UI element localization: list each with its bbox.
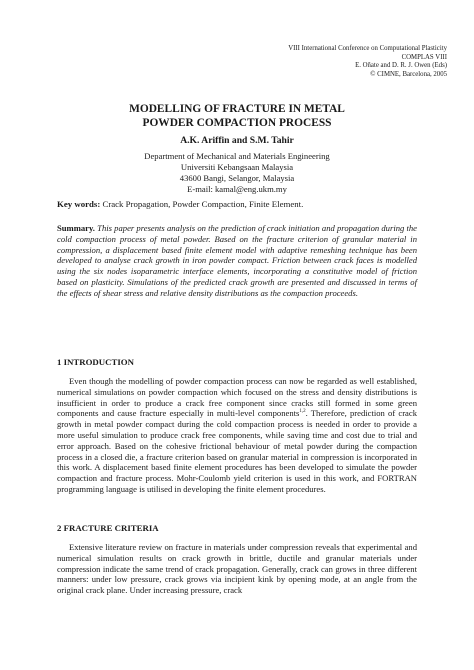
summary-label: Summary. — [57, 223, 95, 233]
conference-copyright: © CIMNE, Barcelona, 2005 — [370, 70, 447, 78]
summary — [57, 223, 417, 299]
affiliation-email: E-mail: kamal@eng.ukm.my — [187, 184, 287, 194]
keywords-text: Crack Propagation, Powder Compaction, Finite Element. — [100, 199, 304, 209]
keywords-label: Key words: — [57, 199, 101, 209]
affiliation — [0, 151, 474, 195]
conference-acronym: COMPLAS VIII — [401, 53, 447, 61]
fracture-criteria-paragraph: Extensive literature review on fracture in materials under compression reveals that experimental and numerical simulation results on crack growth in brittle, ductile and granular materials under compression indicate the same trend of crack propagation. Generally, crack can grows in three different manners: under low pressure, crack grows via incipient kink by opening mode, at an angle from the original crack plane. Under increasing pressure, crack — [57, 542, 417, 596]
title-line-1: MODELLING OF FRACTURE IN METAL — [129, 103, 345, 115]
introduction-paragraph — [57, 376, 417, 495]
conference-header — [288, 45, 447, 79]
authors: A.K. Ariffin and S.M. Tahir — [180, 135, 294, 146]
keywords — [57, 199, 417, 210]
section-heading-fracture-criteria: 2 FRACTURE CRITERIA — [57, 523, 159, 533]
affiliation-university: Universiti Kebangsaan Malaysia — [180, 162, 294, 172]
summary-text: This paper presents analysis on the prediction of crack initiation and propagation during the cold compaction process of metal powder. Based on the fracture criterion of granular material in compression, a displacement based finite element model with adaptive remeshing technique has been developed to analyse crack growth in iron powder compact. Friction between crack faces is modelled using the six nodes isoparametric interface elements, incorporating a constitutive model of friction based on plasticity. Simulations of the predicted crack growth are presented and discussed in terms of the effects of shear stress and relative density distributions as the compaction proceeds. — [57, 223, 417, 298]
affiliation-department: Department of Mechanical and Materials Engineering — [144, 151, 330, 161]
affiliation-address: 43600 Bangi, Selangor, Malaysia — [179, 173, 295, 183]
introduction-text-part-1: Even though the modelling of powder compaction process can now be regarded as well established, numerical simulations on powder compaction which focused on the stress and density distributions is insufficient in order to produce a crack free component since cracks still formed in some green components and cause fracture especially in multi-level components — [57, 376, 417, 419]
title-line-2: POWDER COMPACTION PROCESS — [142, 116, 332, 129]
conference-name: VIII International Conference on Computational Plasticity — [288, 45, 447, 52]
paper-title — [0, 103, 474, 130]
section-heading-introduction: 1 INTRODUCTION — [57, 357, 134, 367]
introduction-text-part-2: . Therefore, prediction of crack growth in metal powder compact during the cold compaction process is needed in order to provide a more useful simulation to produce crack free components, while saving time and cost due to trial and error approach. Based on the cohesive frictional behaviour of metal powder during the compaction process in a closed die, a fracture criterion based on granular material in compression is incorporated in this work. A displacement based finite element procedures has been developed to simulate the powder compaction and fracture process. Mohr-Coulomb yield criterion is used in this work, and FORTRAN programming language is utilised in developing the finite element procedures. — [57, 408, 417, 494]
citation-reference: 1,2 — [299, 409, 306, 415]
conference-editors: E. Oñate and D. R. J. Owen (Eds) — [355, 62, 447, 69]
